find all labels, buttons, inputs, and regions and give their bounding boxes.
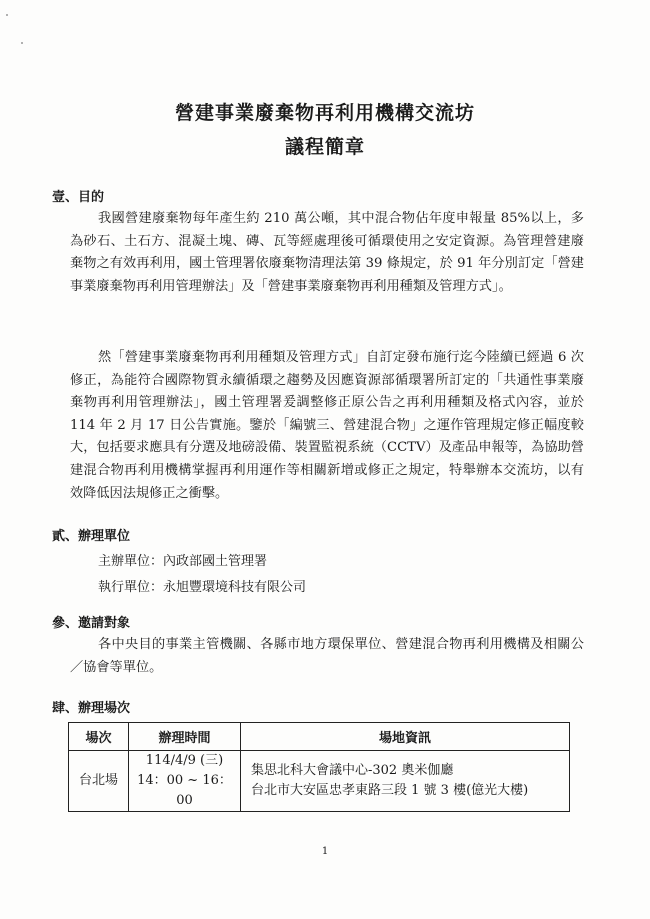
purpose-paragraph-1: 我國營建廢棄物每年產生約 210 萬公噸，其中混合物佔年度申報量 85%以上，多為砂石、土石方、混凝土塊、磚、瓦等經處理後可循環使用之安定資源。為管理營建廢棄物之有效再利用，國土管理署依廢棄物清理法第 39 條規定，於 91 年分別訂定「營建事業廢棄物再利用管理辦法」及「營建事業廢棄物再利用種類及管理方式」。 <box>70 211 584 294</box>
executing-organizer: 執行單位：永旭豐環境科技有限公司 <box>98 580 307 595</box>
column-header-session: 場次 <box>69 723 129 751</box>
column-header-venue: 場地資訊 <box>241 723 570 751</box>
document-title: 營建事業廢棄物再利用機構交流坊 <box>174 102 475 124</box>
venue-address: 台北市大安區忠孝東路三段 1 號 3 樓(億光大樓) <box>251 783 529 798</box>
section-heading-sessions: 肆、辦理場次 <box>52 701 131 716</box>
session-table <box>68 722 570 812</box>
section-heading-organizers: 貳、辦理單位 <box>52 529 131 544</box>
scan-speck <box>21 42 23 44</box>
host-organizer: 主辦單位：內政部國土管理署 <box>98 554 268 569</box>
document-subtitle: 議程簡章 <box>284 136 365 158</box>
scan-speck <box>6 14 8 16</box>
column-header-time: 辦理時間 <box>129 723 241 751</box>
session-time: 14：00 ~ 16：00 <box>137 773 232 808</box>
invitees-paragraph: 各中央目的事業主管機關、各縣市地方環保單位、營建混合物再利用機構及相關公／協會等單位。 <box>70 637 584 675</box>
section-heading-purpose: 壹、目的 <box>52 190 105 205</box>
section-heading-invitees: 參、邀請對象 <box>52 616 131 631</box>
page-number: 1 <box>321 846 329 857</box>
session-venue <box>241 751 570 812</box>
table-header-row <box>69 723 570 751</box>
session-name: 台北場 <box>69 751 129 812</box>
table-row <box>69 751 570 812</box>
venue-name: 集思北科大會議中心-302 奧米伽廳 <box>251 763 454 778</box>
purpose-paragraph-2: 然「營建事業廢棄物再利用種類及管理方式」自訂定發布施行迄今陸續已經過 6 次修正，為能符合國際物質永續循環之趨勢及因應資源部循環署所訂定的「共通性事業廢棄物再利用管理辦法」，國土管理署爰調整修正原公告之再利用種類及格式內容，並於 114 年 2 月 17 日公告實施。鑒於「編號三、營建混合物」之運作管理規定修正幅度較大，包括要求應具有分選及地磅設備、裝置監視系統（CCTV）及產品申報等，為協助營建混合物再利用機構掌握再利用運作等相關新增或修正之規定，特舉辦本交流坊，以有效降低因法規修正之衝擊。 <box>70 350 584 501</box>
session-date: 114/4/9 (三) <box>145 753 224 768</box>
session-datetime <box>129 751 241 812</box>
